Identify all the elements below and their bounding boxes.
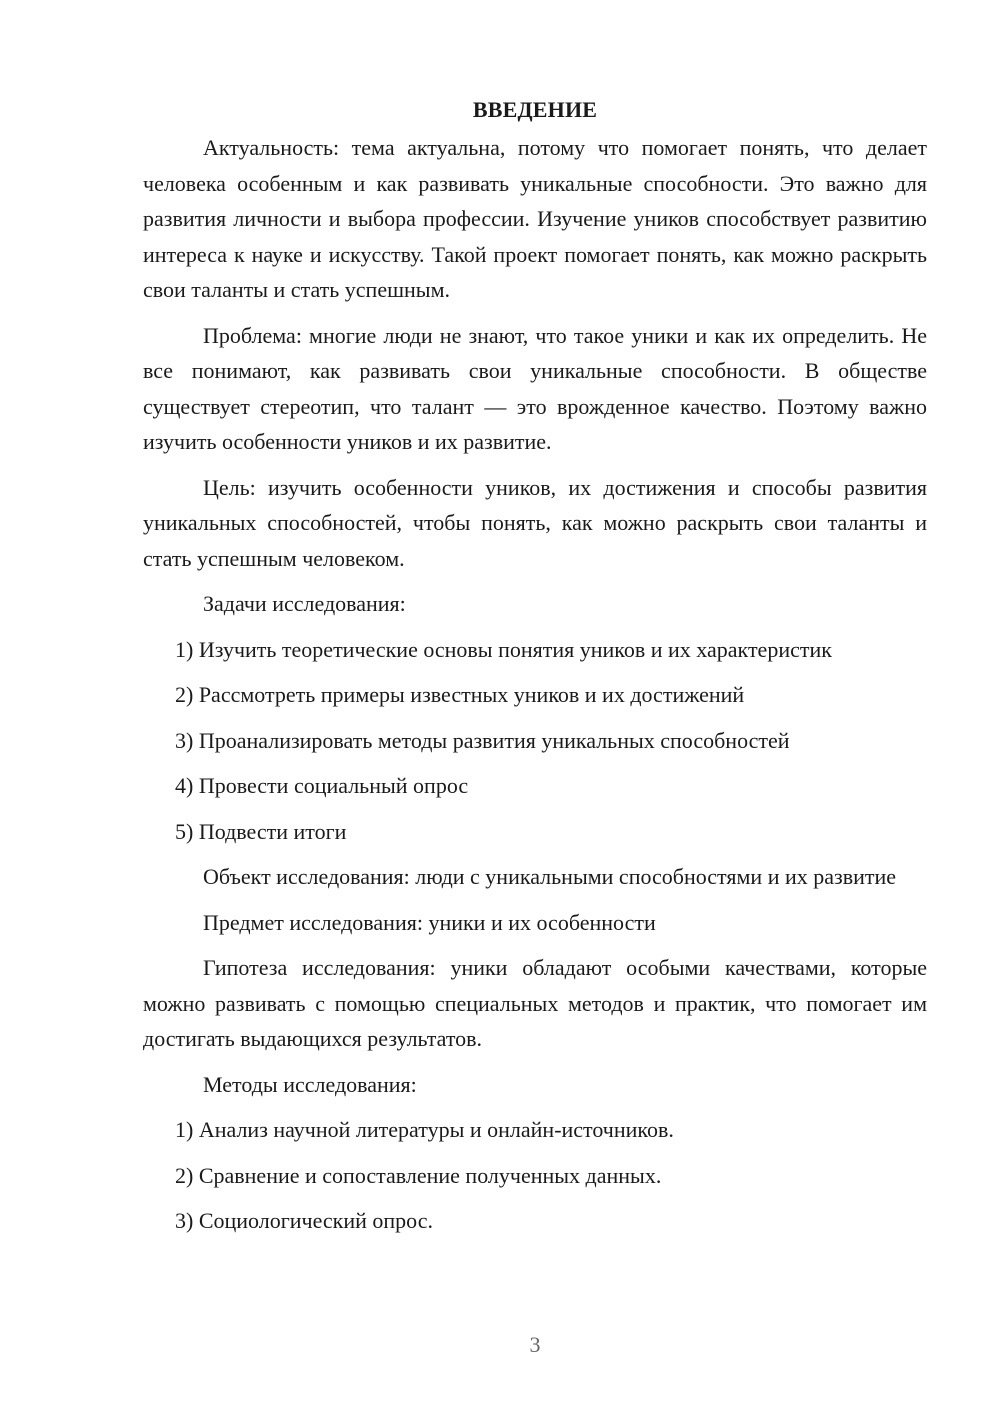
list-item: 3) Социологический опрос. bbox=[175, 1208, 433, 1233]
tasks-list bbox=[143, 632, 927, 850]
list-item: 1) Изучить теоретические основы понятия уников и их характеристик bbox=[175, 636, 832, 662]
list-item: 1) Анализ научной литературы и онлайн-источников. bbox=[175, 1117, 674, 1142]
list-item: 5) Подвести итоги bbox=[175, 818, 347, 844]
hypothesis-paragraph: Гипотеза исследования: уники обладают особыми качествами, которые можно развивать с помощью специальных методов и практик, что помогает им достигать выдающихся результатов. bbox=[143, 955, 927, 1051]
goal-paragraph: Цель: изучить особенности уников, их достижения и способы развития уникальных способностей, чтобы понять, как можно раскрыть свои таланты и стать успешным человеком. bbox=[143, 474, 927, 571]
page-content bbox=[143, 92, 927, 1249]
methods-list bbox=[143, 1112, 927, 1239]
list-item: 2) Рассмотреть примеры известных уников и их достижений bbox=[175, 682, 745, 707]
list-item: 4) Провести социальный опрос bbox=[175, 773, 469, 798]
relevance-paragraph: Актуальность: тема актуальна, потому что помогает понять, что делает человека особенным и как развивать уникальные способности. Это важно для развития личности и выбора профессии. Изучение уников способствует развитию интереса к науке и искусству. Такой проект помогает понять, как можно раскрыть свои таланты и стать успешным. bbox=[143, 135, 927, 302]
page-number: 3 bbox=[529, 1332, 541, 1357]
tasks-heading: Задачи исследования: bbox=[203, 591, 406, 616]
list-item: 3) Проанализировать методы развития уникальных способностей bbox=[175, 727, 790, 753]
page-title: ВВЕДЕНИЕ bbox=[472, 97, 598, 122]
methods-heading: Методы исследования: bbox=[203, 1071, 417, 1097]
object-paragraph: Объект исследования: люди с уникальными способностями и их развитие bbox=[203, 864, 897, 889]
problem-paragraph: Проблема: многие люди не знают, что такое уники и как их определить. Не все понимают, как развивать свои уникальные способности. В обществе существует стереотип, что талант — это врожденное качество. Поэтому важно изучить особенности уников и их развитие. bbox=[143, 322, 927, 454]
list-item: 2) Сравнение и сопоставление полученных данных. bbox=[175, 1162, 662, 1188]
subject-paragraph: Предмет исследования: уники и их особенности bbox=[203, 909, 656, 935]
